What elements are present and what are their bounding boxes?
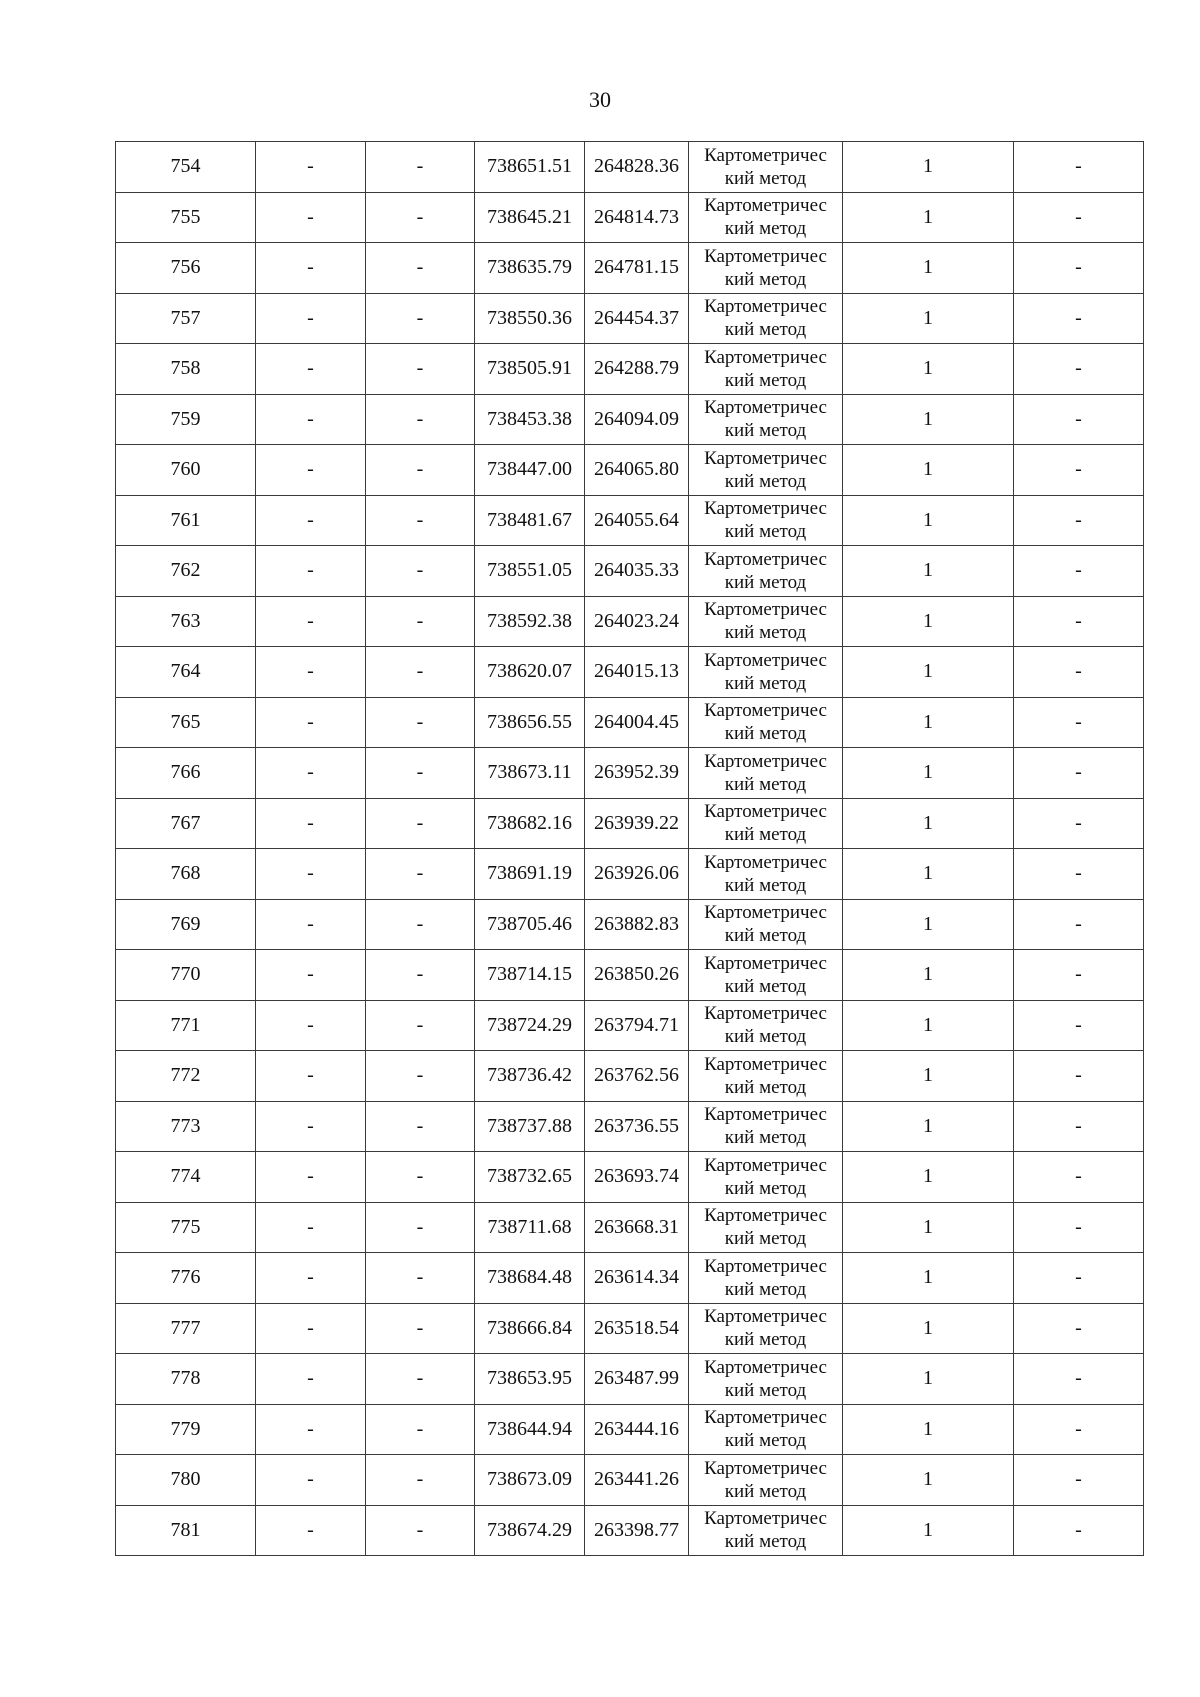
y-coordinate-cell: 263794.71 [585, 1000, 689, 1051]
method-cell: Картометричес кий метод [689, 546, 843, 597]
point-number-cell: 780 [116, 1455, 256, 1506]
y-coordinate-cell: 264094.09 [585, 394, 689, 445]
point-number-cell: 768 [116, 849, 256, 900]
table-row [116, 1303, 1144, 1354]
point-number-cell: 777 [116, 1303, 256, 1354]
method-cell: Картометричес кий метод [689, 697, 843, 748]
precision-cell: 1 [843, 1253, 1014, 1304]
table-row [116, 849, 1144, 900]
precision-cell: 1 [843, 899, 1014, 950]
point-number-cell: 765 [116, 697, 256, 748]
method-cell: Картометричес кий метод [689, 1101, 843, 1152]
empty-dash-cell: - [256, 546, 366, 597]
table-row [116, 596, 1144, 647]
point-number-cell: 770 [116, 950, 256, 1001]
empty-dash-cell: - [256, 1051, 366, 1102]
precision-cell: 1 [843, 344, 1014, 395]
empty-dash-cell: - [1014, 1404, 1144, 1455]
x-coordinate-cell: 738551.05 [475, 546, 585, 597]
method-cell: Картометричес кий метод [689, 1505, 843, 1556]
empty-dash-cell: - [366, 596, 475, 647]
y-coordinate-cell: 264828.36 [585, 142, 689, 193]
point-number-cell: 776 [116, 1253, 256, 1304]
empty-dash-cell: - [366, 647, 475, 698]
empty-dash-cell: - [256, 1354, 366, 1405]
x-coordinate-cell: 738732.65 [475, 1152, 585, 1203]
empty-dash-cell: - [256, 394, 366, 445]
table-body [116, 142, 1144, 1556]
point-number-cell: 774 [116, 1152, 256, 1203]
empty-dash-cell: - [366, 1101, 475, 1152]
y-coordinate-cell: 264055.64 [585, 495, 689, 546]
method-cell: Картометричес кий метод [689, 596, 843, 647]
y-coordinate-cell: 263614.34 [585, 1253, 689, 1304]
empty-dash-cell: - [1014, 950, 1144, 1001]
table-row [116, 647, 1144, 698]
y-coordinate-cell: 264454.37 [585, 293, 689, 344]
table-row [116, 293, 1144, 344]
empty-dash-cell: - [1014, 748, 1144, 799]
empty-dash-cell: - [366, 849, 475, 900]
method-cell: Картометричес кий метод [689, 798, 843, 849]
empty-dash-cell: - [256, 495, 366, 546]
table-row [116, 1354, 1144, 1405]
empty-dash-cell: - [366, 495, 475, 546]
table-row [116, 1505, 1144, 1556]
precision-cell: 1 [843, 647, 1014, 698]
precision-cell: 1 [843, 950, 1014, 1001]
method-cell: Картометричес кий метод [689, 344, 843, 395]
x-coordinate-cell: 738644.94 [475, 1404, 585, 1455]
empty-dash-cell: - [256, 849, 366, 900]
point-number-cell: 775 [116, 1202, 256, 1253]
y-coordinate-cell: 263939.22 [585, 798, 689, 849]
table-row [116, 899, 1144, 950]
empty-dash-cell: - [1014, 293, 1144, 344]
table-row [116, 1101, 1144, 1152]
table-row [116, 495, 1144, 546]
point-number-cell: 769 [116, 899, 256, 950]
y-coordinate-cell: 263693.74 [585, 1152, 689, 1203]
method-cell: Картометричес кий метод [689, 142, 843, 193]
x-coordinate-cell: 738691.19 [475, 849, 585, 900]
table-row [116, 243, 1144, 294]
point-number-cell: 772 [116, 1051, 256, 1102]
x-coordinate-cell: 738651.51 [475, 142, 585, 193]
table-row [116, 1455, 1144, 1506]
empty-dash-cell: - [1014, 243, 1144, 294]
empty-dash-cell: - [1014, 1253, 1144, 1304]
empty-dash-cell: - [366, 293, 475, 344]
precision-cell: 1 [843, 394, 1014, 445]
y-coordinate-cell: 263926.06 [585, 849, 689, 900]
empty-dash-cell: - [366, 1000, 475, 1051]
y-coordinate-cell: 263444.16 [585, 1404, 689, 1455]
y-coordinate-cell: 263668.31 [585, 1202, 689, 1253]
point-number-cell: 759 [116, 394, 256, 445]
point-number-cell: 764 [116, 647, 256, 698]
table-row [116, 1202, 1144, 1253]
empty-dash-cell: - [366, 1354, 475, 1405]
y-coordinate-cell: 264288.79 [585, 344, 689, 395]
point-number-cell: 760 [116, 445, 256, 496]
precision-cell: 1 [843, 1404, 1014, 1455]
x-coordinate-cell: 738705.46 [475, 899, 585, 950]
empty-dash-cell: - [1014, 142, 1144, 193]
x-coordinate-cell: 738736.42 [475, 1051, 585, 1102]
y-coordinate-cell: 264035.33 [585, 546, 689, 597]
y-coordinate-cell: 264015.13 [585, 647, 689, 698]
method-cell: Картометричес кий метод [689, 1404, 843, 1455]
empty-dash-cell: - [1014, 697, 1144, 748]
empty-dash-cell: - [1014, 344, 1144, 395]
point-number-cell: 778 [116, 1354, 256, 1405]
x-coordinate-cell: 738714.15 [475, 950, 585, 1001]
empty-dash-cell: - [256, 950, 366, 1001]
y-coordinate-cell: 263487.99 [585, 1354, 689, 1405]
empty-dash-cell: - [1014, 1354, 1144, 1405]
empty-dash-cell: - [1014, 647, 1144, 698]
y-coordinate-cell: 263518.54 [585, 1303, 689, 1354]
table-row [116, 1253, 1144, 1304]
y-coordinate-cell: 263441.26 [585, 1455, 689, 1506]
precision-cell: 1 [843, 445, 1014, 496]
precision-cell: 1 [843, 1152, 1014, 1203]
empty-dash-cell: - [256, 596, 366, 647]
method-cell: Картометричес кий метод [689, 192, 843, 243]
empty-dash-cell: - [366, 1303, 475, 1354]
empty-dash-cell: - [256, 748, 366, 799]
table-row [116, 546, 1144, 597]
empty-dash-cell: - [366, 899, 475, 950]
table-row [116, 192, 1144, 243]
x-coordinate-cell: 738505.91 [475, 344, 585, 395]
precision-cell: 1 [843, 243, 1014, 294]
empty-dash-cell: - [256, 1253, 366, 1304]
table-row [116, 394, 1144, 445]
empty-dash-cell: - [366, 445, 475, 496]
x-coordinate-cell: 738645.21 [475, 192, 585, 243]
empty-dash-cell: - [256, 142, 366, 193]
x-coordinate-cell: 738711.68 [475, 1202, 585, 1253]
empty-dash-cell: - [1014, 899, 1144, 950]
table-row [116, 1051, 1144, 1102]
method-cell: Картометричес кий метод [689, 899, 843, 950]
precision-cell: 1 [843, 1354, 1014, 1405]
x-coordinate-cell: 738674.29 [475, 1505, 585, 1556]
x-coordinate-cell: 738724.29 [475, 1000, 585, 1051]
table-row [116, 1000, 1144, 1051]
y-coordinate-cell: 263762.56 [585, 1051, 689, 1102]
precision-cell: 1 [843, 1505, 1014, 1556]
precision-cell: 1 [843, 1101, 1014, 1152]
x-coordinate-cell: 738673.09 [475, 1455, 585, 1506]
table-row [116, 697, 1144, 748]
table-row [116, 748, 1144, 799]
empty-dash-cell: - [366, 1051, 475, 1102]
point-number-cell: 766 [116, 748, 256, 799]
empty-dash-cell: - [366, 1202, 475, 1253]
x-coordinate-cell: 738592.38 [475, 596, 585, 647]
empty-dash-cell: - [256, 1101, 366, 1152]
method-cell: Картометричес кий метод [689, 445, 843, 496]
y-coordinate-cell: 264781.15 [585, 243, 689, 294]
point-number-cell: 758 [116, 344, 256, 395]
y-coordinate-cell: 263952.39 [585, 748, 689, 799]
point-number-cell: 756 [116, 243, 256, 294]
y-coordinate-cell: 264814.73 [585, 192, 689, 243]
empty-dash-cell: - [256, 1455, 366, 1506]
table-row [116, 1404, 1144, 1455]
x-coordinate-cell: 738447.00 [475, 445, 585, 496]
method-cell: Картометричес кий метод [689, 243, 843, 294]
method-cell: Картометричес кий метод [689, 950, 843, 1001]
point-number-cell: 781 [116, 1505, 256, 1556]
table-row [116, 798, 1144, 849]
x-coordinate-cell: 738635.79 [475, 243, 585, 294]
x-coordinate-cell: 738666.84 [475, 1303, 585, 1354]
empty-dash-cell: - [1014, 1051, 1144, 1102]
y-coordinate-cell: 263882.83 [585, 899, 689, 950]
empty-dash-cell: - [1014, 495, 1144, 546]
y-coordinate-cell: 264023.24 [585, 596, 689, 647]
coordinates-table [115, 141, 1144, 1556]
method-cell: Картометричес кий метод [689, 293, 843, 344]
table-row [116, 142, 1144, 193]
empty-dash-cell: - [366, 142, 475, 193]
empty-dash-cell: - [1014, 849, 1144, 900]
precision-cell: 1 [843, 748, 1014, 799]
point-number-cell: 771 [116, 1000, 256, 1051]
point-number-cell: 763 [116, 596, 256, 647]
method-cell: Картометричес кий метод [689, 495, 843, 546]
method-cell: Картометричес кий метод [689, 1455, 843, 1506]
precision-cell: 1 [843, 798, 1014, 849]
x-coordinate-cell: 738737.88 [475, 1101, 585, 1152]
empty-dash-cell: - [1014, 1101, 1144, 1152]
point-number-cell: 761 [116, 495, 256, 546]
method-cell: Картометричес кий метод [689, 1202, 843, 1253]
empty-dash-cell: - [366, 192, 475, 243]
empty-dash-cell: - [1014, 445, 1144, 496]
empty-dash-cell: - [366, 243, 475, 294]
precision-cell: 1 [843, 142, 1014, 193]
page-number: 30 [589, 87, 611, 112]
point-number-cell: 762 [116, 546, 256, 597]
empty-dash-cell: - [256, 647, 366, 698]
empty-dash-cell: - [1014, 1000, 1144, 1051]
empty-dash-cell: - [1014, 1505, 1144, 1556]
y-coordinate-cell: 263736.55 [585, 1101, 689, 1152]
empty-dash-cell: - [366, 1505, 475, 1556]
empty-dash-cell: - [366, 950, 475, 1001]
method-cell: Картометричес кий метод [689, 647, 843, 698]
x-coordinate-cell: 738684.48 [475, 1253, 585, 1304]
y-coordinate-cell: 263398.77 [585, 1505, 689, 1556]
precision-cell: 1 [843, 546, 1014, 597]
table-row [116, 950, 1144, 1001]
empty-dash-cell: - [256, 1202, 366, 1253]
empty-dash-cell: - [366, 1152, 475, 1203]
method-cell: Картометричес кий метод [689, 1152, 843, 1203]
empty-dash-cell: - [1014, 1152, 1144, 1203]
precision-cell: 1 [843, 1455, 1014, 1506]
point-number-cell: 754 [116, 142, 256, 193]
x-coordinate-cell: 738481.67 [475, 495, 585, 546]
empty-dash-cell: - [256, 798, 366, 849]
empty-dash-cell: - [256, 344, 366, 395]
precision-cell: 1 [843, 697, 1014, 748]
method-cell: Картометричес кий метод [689, 1354, 843, 1405]
point-number-cell: 773 [116, 1101, 256, 1152]
y-coordinate-cell: 263850.26 [585, 950, 689, 1001]
empty-dash-cell: - [1014, 798, 1144, 849]
empty-dash-cell: - [256, 1404, 366, 1455]
empty-dash-cell: - [366, 697, 475, 748]
empty-dash-cell: - [256, 1505, 366, 1556]
method-cell: Картометричес кий метод [689, 849, 843, 900]
method-cell: Картометричес кий метод [689, 1000, 843, 1051]
table-row [116, 445, 1144, 496]
method-cell: Картометричес кий метод [689, 394, 843, 445]
empty-dash-cell: - [256, 1303, 366, 1354]
x-coordinate-cell: 738656.55 [475, 697, 585, 748]
empty-dash-cell: - [366, 1404, 475, 1455]
empty-dash-cell: - [366, 394, 475, 445]
empty-dash-cell: - [256, 192, 366, 243]
point-number-cell: 767 [116, 798, 256, 849]
empty-dash-cell: - [256, 1000, 366, 1051]
empty-dash-cell: - [366, 344, 475, 395]
empty-dash-cell: - [1014, 1303, 1144, 1354]
empty-dash-cell: - [1014, 596, 1144, 647]
empty-dash-cell: - [256, 1152, 366, 1203]
empty-dash-cell: - [256, 697, 366, 748]
precision-cell: 1 [843, 293, 1014, 344]
x-coordinate-cell: 738653.95 [475, 1354, 585, 1405]
point-number-cell: 755 [116, 192, 256, 243]
empty-dash-cell: - [1014, 546, 1144, 597]
x-coordinate-cell: 738682.16 [475, 798, 585, 849]
method-cell: Картометричес кий метод [689, 1253, 843, 1304]
empty-dash-cell: - [366, 798, 475, 849]
precision-cell: 1 [843, 596, 1014, 647]
method-cell: Картометричес кий метод [689, 748, 843, 799]
table-row [116, 1152, 1144, 1203]
method-cell: Картометричес кий метод [689, 1303, 843, 1354]
y-coordinate-cell: 264065.80 [585, 445, 689, 496]
empty-dash-cell: - [366, 1455, 475, 1506]
empty-dash-cell: - [1014, 394, 1144, 445]
point-number-cell: 779 [116, 1404, 256, 1455]
empty-dash-cell: - [1014, 1202, 1144, 1253]
empty-dash-cell: - [256, 899, 366, 950]
empty-dash-cell: - [366, 1253, 475, 1304]
point-number-cell: 757 [116, 293, 256, 344]
table-row [116, 344, 1144, 395]
precision-cell: 1 [843, 849, 1014, 900]
empty-dash-cell: - [256, 293, 366, 344]
empty-dash-cell: - [1014, 192, 1144, 243]
precision-cell: 1 [843, 1202, 1014, 1253]
x-coordinate-cell: 738550.36 [475, 293, 585, 344]
precision-cell: 1 [843, 1051, 1014, 1102]
precision-cell: 1 [843, 1000, 1014, 1051]
empty-dash-cell: - [256, 445, 366, 496]
empty-dash-cell: - [366, 546, 475, 597]
precision-cell: 1 [843, 192, 1014, 243]
precision-cell: 1 [843, 495, 1014, 546]
x-coordinate-cell: 738673.11 [475, 748, 585, 799]
x-coordinate-cell: 738620.07 [475, 647, 585, 698]
y-coordinate-cell: 264004.45 [585, 697, 689, 748]
method-cell: Картометричес кий метод [689, 1051, 843, 1102]
empty-dash-cell: - [366, 748, 475, 799]
x-coordinate-cell: 738453.38 [475, 394, 585, 445]
precision-cell: 1 [843, 1303, 1014, 1354]
empty-dash-cell: - [1014, 1455, 1144, 1506]
empty-dash-cell: - [256, 243, 366, 294]
